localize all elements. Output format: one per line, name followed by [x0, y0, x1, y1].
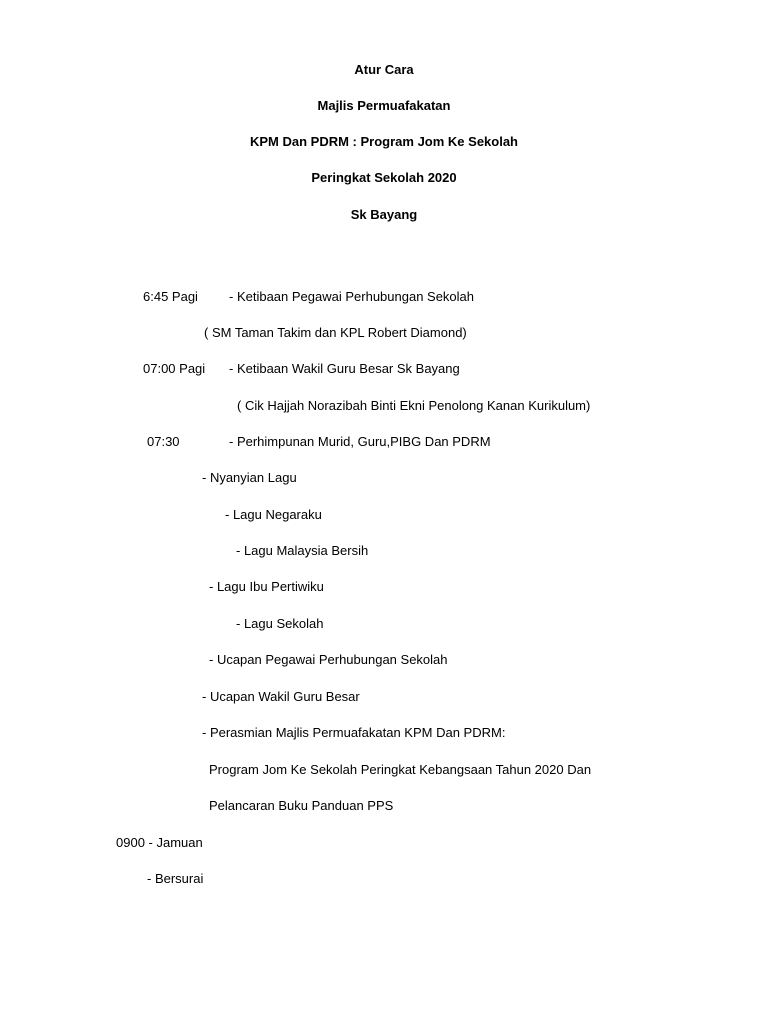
- schedule-detail: ( Cik Hajjah Norazibah Binti Ekni Penolong Kanan Kurikulum): [237, 398, 591, 413]
- program-item: - Lagu Ibu Pertiwiku: [209, 579, 324, 594]
- program-item: - Lagu Sekolah: [236, 616, 324, 631]
- schedule-activity: - Perhimpunan Murid, Guru,PIBG Dan PDRM: [229, 434, 491, 449]
- closing-item: - Bersurai: [147, 871, 204, 886]
- schedule-activity: - Ketibaan Pegawai Perhubungan Sekolah: [229, 289, 475, 304]
- schedule-time: 6:45 Pagi: [143, 289, 198, 304]
- program-item: - Lagu Malaysia Bersih: [236, 543, 369, 558]
- schedule-activity: - Ketibaan Wakil Guru Besar Sk Bayang: [229, 361, 460, 376]
- event-name: Majlis Permuafakatan: [317, 98, 451, 113]
- program-item: Pelancaran Buku Panduan PPS: [209, 798, 394, 813]
- schedule-time: 07:00 Pagi: [143, 361, 206, 376]
- schedule-detail: ( SM Taman Takim dan KPL Robert Diamond): [204, 325, 467, 340]
- program-item: - Perasmian Majlis Permuafakatan KPM Dan PDRM:: [202, 725, 506, 740]
- program-item: - Ucapan Pegawai Perhubungan Sekolah: [209, 652, 448, 667]
- schedule-time: 07:30: [147, 434, 180, 449]
- school-name: Sk Bayang: [350, 207, 418, 222]
- program-name: KPM Dan PDRM : Program Jom Ke Sekolah: [250, 134, 518, 149]
- program-item: - Ucapan Wakil Guru Besar: [202, 689, 360, 704]
- program-item: - Lagu Negaraku: [225, 507, 322, 522]
- program-item: - Nyanyian Lagu: [202, 470, 297, 485]
- program-item: Program Jom Ke Sekolah Peringkat Kebangsaan Tahun 2020 Dan: [209, 762, 592, 777]
- doc-title: Atur Cara: [354, 62, 414, 77]
- level-name: Peringkat Sekolah 2020: [311, 170, 457, 185]
- closing-item: 0900 - Jamuan: [116, 835, 203, 850]
